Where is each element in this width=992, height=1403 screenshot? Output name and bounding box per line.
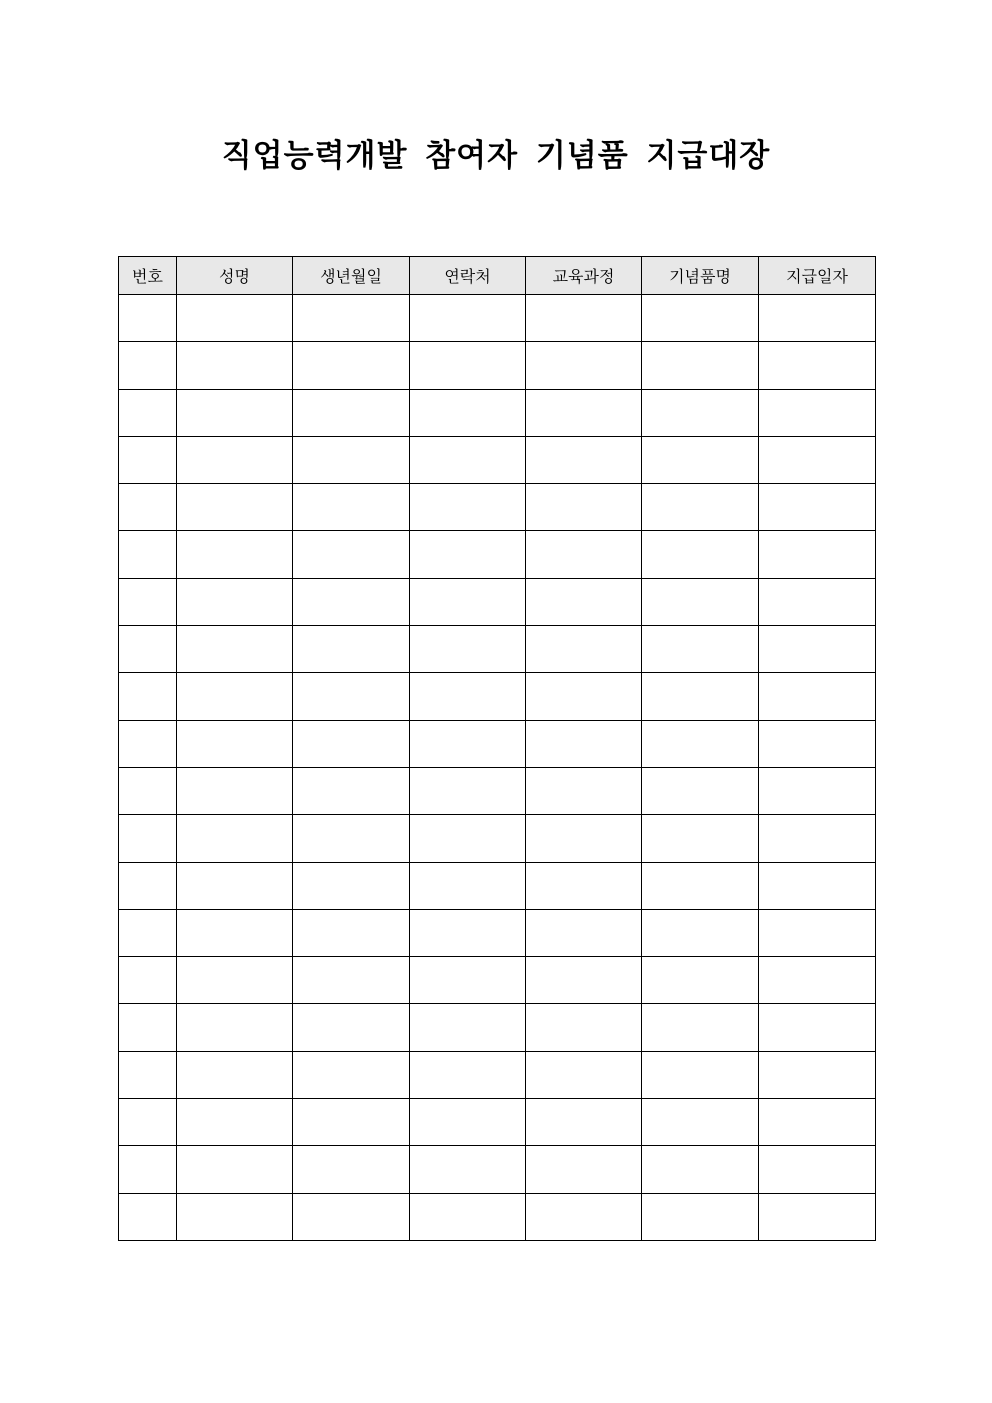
table-cell[interactable]	[119, 1004, 177, 1051]
table-cell[interactable]	[177, 531, 293, 578]
table-row	[119, 578, 876, 625]
table-cell[interactable]	[119, 957, 177, 1004]
table-cell[interactable]	[642, 1146, 759, 1193]
table-cell[interactable]	[526, 436, 642, 483]
table-cell[interactable]	[410, 1099, 526, 1146]
table-cell[interactable]	[293, 295, 410, 342]
table-cell[interactable]	[293, 578, 410, 625]
table-cell[interactable]	[410, 1146, 526, 1193]
table-cell[interactable]	[293, 531, 410, 578]
table-cell[interactable]	[293, 436, 410, 483]
table-cell[interactable]	[177, 1146, 293, 1193]
table-cell[interactable]	[759, 909, 876, 956]
table-cell[interactable]	[642, 1004, 759, 1051]
table-row	[119, 436, 876, 483]
table-row	[119, 673, 876, 720]
table-cell[interactable]	[410, 862, 526, 909]
table-cell[interactable]	[293, 1099, 410, 1146]
table-cell[interactable]	[759, 626, 876, 673]
table-cell[interactable]	[177, 909, 293, 956]
column-header-issue-date: 지급일자	[759, 257, 876, 295]
table-cell[interactable]	[526, 626, 642, 673]
table-cell[interactable]	[410, 1051, 526, 1098]
table-cell[interactable]	[642, 815, 759, 862]
table-row	[119, 626, 876, 673]
table-cell[interactable]	[177, 673, 293, 720]
table-cell[interactable]	[293, 626, 410, 673]
table-cell[interactable]	[642, 720, 759, 767]
table-row	[119, 720, 876, 767]
table-cell[interactable]	[759, 531, 876, 578]
table-row	[119, 957, 876, 1004]
table-cell[interactable]	[293, 389, 410, 436]
table-row	[119, 1193, 876, 1240]
table-row	[119, 909, 876, 956]
table-cell[interactable]	[526, 767, 642, 814]
table-cell[interactable]	[410, 295, 526, 342]
table-cell[interactable]	[119, 815, 177, 862]
table-cell[interactable]	[410, 531, 526, 578]
table-cell[interactable]	[410, 342, 526, 389]
table-cell[interactable]	[119, 484, 177, 531]
table-cell[interactable]	[119, 1051, 177, 1098]
table-cell[interactable]	[293, 1193, 410, 1240]
table-cell[interactable]	[410, 720, 526, 767]
table-cell[interactable]	[177, 484, 293, 531]
table-cell[interactable]	[642, 1193, 759, 1240]
table-cell[interactable]	[119, 1146, 177, 1193]
table-cell[interactable]	[759, 484, 876, 531]
table-cell[interactable]	[759, 862, 876, 909]
table-cell[interactable]	[642, 909, 759, 956]
table-cell[interactable]	[759, 1193, 876, 1240]
table-cell[interactable]	[177, 626, 293, 673]
table-cell[interactable]	[759, 720, 876, 767]
table-cell[interactable]	[642, 484, 759, 531]
table-cell[interactable]	[410, 626, 526, 673]
table-cell[interactable]	[119, 720, 177, 767]
table-cell[interactable]	[119, 531, 177, 578]
table-row	[119, 484, 876, 531]
table-row	[119, 389, 876, 436]
table-cell[interactable]	[177, 720, 293, 767]
table-cell[interactable]	[759, 578, 876, 625]
table-cell[interactable]	[526, 815, 642, 862]
table-cell[interactable]	[759, 342, 876, 389]
table-cell[interactable]	[119, 436, 177, 483]
table-cell[interactable]	[759, 1146, 876, 1193]
table-cell[interactable]	[177, 767, 293, 814]
table-cell[interactable]	[177, 342, 293, 389]
table-cell[interactable]	[177, 1193, 293, 1240]
table-row	[119, 1051, 876, 1098]
table-cell[interactable]	[526, 862, 642, 909]
table-cell[interactable]	[642, 578, 759, 625]
column-header-name: 성명	[177, 257, 293, 295]
table-cell[interactable]	[119, 909, 177, 956]
table-cell[interactable]	[759, 815, 876, 862]
table-cell[interactable]	[526, 295, 642, 342]
table-cell[interactable]	[177, 957, 293, 1004]
table-cell[interactable]	[759, 957, 876, 1004]
table-cell[interactable]	[293, 1051, 410, 1098]
table-cell[interactable]	[526, 1193, 642, 1240]
table-cell[interactable]	[642, 295, 759, 342]
table-cell[interactable]	[642, 957, 759, 1004]
table-cell[interactable]	[759, 1099, 876, 1146]
table-cell[interactable]	[293, 957, 410, 1004]
document-title: 직업능력개발 참여자 기념품 지급대장	[221, 138, 771, 174]
gift-distribution-table	[118, 256, 876, 1241]
table-cell[interactable]	[177, 862, 293, 909]
table-row	[119, 815, 876, 862]
table-cell[interactable]	[119, 295, 177, 342]
table-cell[interactable]	[177, 295, 293, 342]
column-header-contact: 연락처	[410, 257, 526, 295]
table-header-row	[119, 257, 876, 295]
table-cell[interactable]	[526, 1004, 642, 1051]
table-cell[interactable]	[410, 1004, 526, 1051]
table-cell[interactable]	[526, 720, 642, 767]
table-cell[interactable]	[293, 767, 410, 814]
table-cell[interactable]	[642, 862, 759, 909]
column-header-gift-name: 기념품명	[642, 257, 759, 295]
table-cell[interactable]	[119, 1099, 177, 1146]
table-cell[interactable]	[410, 767, 526, 814]
column-header-birthdate: 생년월일	[293, 257, 410, 295]
table-row	[119, 531, 876, 578]
table-row	[119, 862, 876, 909]
table-cell[interactable]	[293, 720, 410, 767]
table-cell[interactable]	[293, 1146, 410, 1193]
table-cell[interactable]	[759, 295, 876, 342]
table-cell[interactable]	[759, 1004, 876, 1051]
table-cell[interactable]	[293, 342, 410, 389]
table-cell[interactable]	[293, 862, 410, 909]
table-cell[interactable]	[410, 673, 526, 720]
table-cell[interactable]	[177, 815, 293, 862]
table-cell[interactable]	[642, 389, 759, 436]
table-cell[interactable]	[759, 673, 876, 720]
table-cell[interactable]	[759, 767, 876, 814]
table-cell[interactable]	[119, 626, 177, 673]
table-cell[interactable]	[642, 767, 759, 814]
table-cell[interactable]	[526, 484, 642, 531]
table-cell[interactable]	[526, 1146, 642, 1193]
table-cell[interactable]	[410, 436, 526, 483]
table-cell[interactable]	[119, 1193, 177, 1240]
table-cell[interactable]	[293, 673, 410, 720]
table-cell[interactable]	[410, 578, 526, 625]
table-cell[interactable]	[642, 531, 759, 578]
table-cell[interactable]	[526, 342, 642, 389]
table-cell[interactable]	[119, 342, 177, 389]
table-cell[interactable]	[526, 673, 642, 720]
table-cell[interactable]	[526, 909, 642, 956]
table-cell[interactable]	[177, 436, 293, 483]
table-cell[interactable]	[177, 389, 293, 436]
table-cell[interactable]	[642, 626, 759, 673]
table-cell[interactable]	[642, 342, 759, 389]
table-cell[interactable]	[526, 578, 642, 625]
table-cell[interactable]	[177, 1051, 293, 1098]
table-cell[interactable]	[642, 1099, 759, 1146]
table-cell[interactable]	[119, 862, 177, 909]
table-cell[interactable]	[293, 1004, 410, 1051]
column-header-course: 교육과정	[526, 257, 642, 295]
table-cell[interactable]	[642, 436, 759, 483]
table-cell[interactable]	[119, 767, 177, 814]
table-cell[interactable]	[526, 389, 642, 436]
table-cell[interactable]	[759, 436, 876, 483]
table-row	[119, 295, 876, 342]
table-cell[interactable]	[410, 1193, 526, 1240]
table-cell[interactable]	[293, 909, 410, 956]
table-cell[interactable]	[177, 1099, 293, 1146]
table-cell[interactable]	[119, 389, 177, 436]
table-cell[interactable]	[119, 673, 177, 720]
table-row	[119, 1004, 876, 1051]
table-cell[interactable]	[642, 673, 759, 720]
table-cell[interactable]	[526, 531, 642, 578]
table-cell[interactable]	[642, 1051, 759, 1098]
table-body	[119, 295, 876, 1241]
table-cell[interactable]	[526, 1051, 642, 1098]
table-cell[interactable]	[410, 909, 526, 956]
table-cell[interactable]	[410, 957, 526, 1004]
table-cell[interactable]	[293, 484, 410, 531]
table-cell[interactable]	[526, 1099, 642, 1146]
table-cell[interactable]	[759, 389, 876, 436]
table-cell[interactable]	[119, 578, 177, 625]
table-cell[interactable]	[177, 1004, 293, 1051]
table-cell[interactable]	[759, 1051, 876, 1098]
table-row	[119, 767, 876, 814]
table-cell[interactable]	[177, 578, 293, 625]
table-cell[interactable]	[293, 815, 410, 862]
table-cell[interactable]	[410, 389, 526, 436]
table-cell[interactable]	[526, 957, 642, 1004]
table-row	[119, 1146, 876, 1193]
table-row	[119, 342, 876, 389]
table-cell[interactable]	[410, 484, 526, 531]
column-header-number: 번호	[119, 257, 177, 295]
table-row	[119, 1099, 876, 1146]
table-cell[interactable]	[410, 815, 526, 862]
